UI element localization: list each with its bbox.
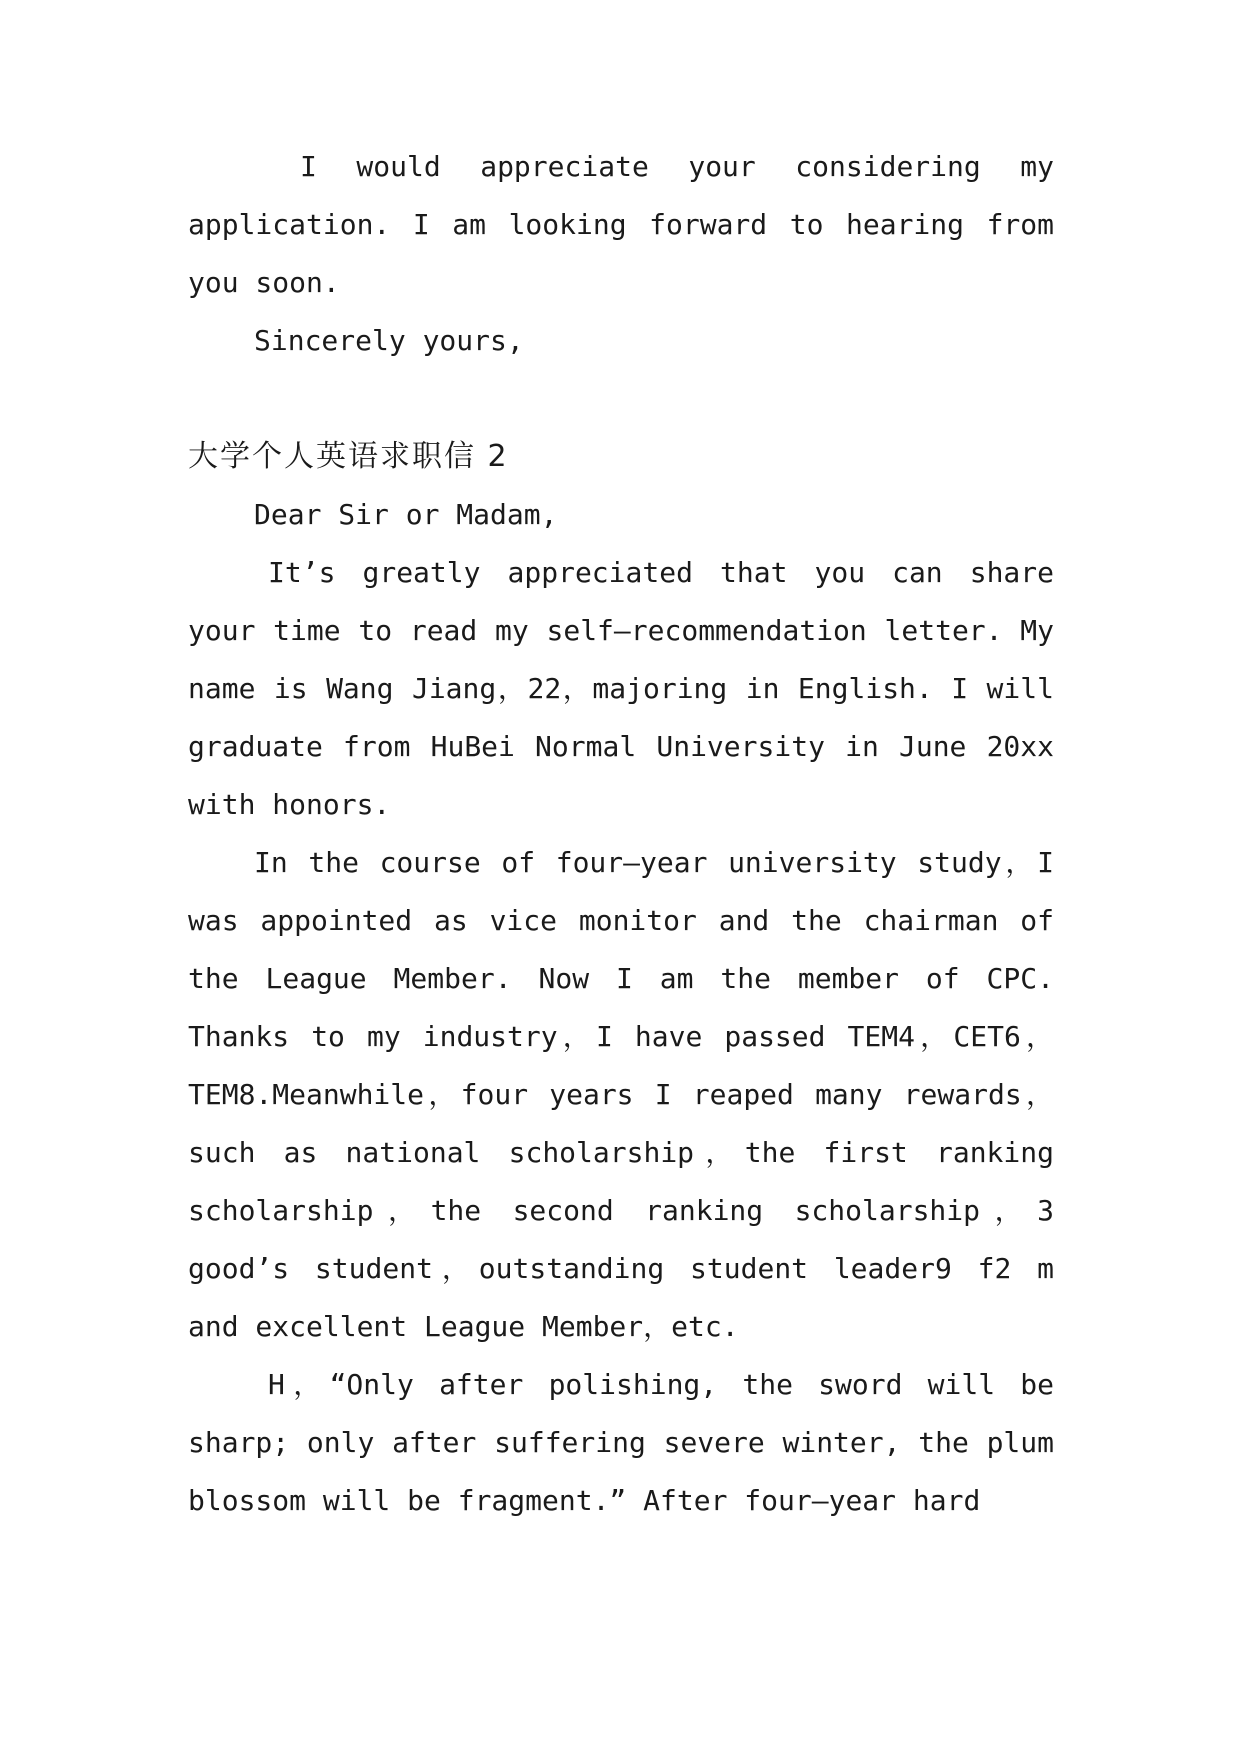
- paragraph-1: It’s greatly appreciated that you can share your time to read my self—recommendation letter. My name is Wang Jiang，22，majoring in English. I will graduate from HuBei Normal University in June 20xx with honors.: [188, 556, 1054, 821]
- letter-body: [188, 138, 1054, 1530]
- salutation: Dear Sir or Madam,: [254, 498, 558, 531]
- paragraph-2: In the course of four—year university study，I was appointed as vice monitor and the chairman of the League Member. Now I am the member of CPC. Thanks to my industry，I have passed TEM4，CET6，TEM8.Meanwhile，four years I reaped many rewards，such as national scholarship，the first ranking scholarship，the second ranking scholarship，3 good’s student，outstanding student leader9 f2 m and excellent League Member，etc.: [188, 846, 1054, 1343]
- paragraph-3: H，“Only after polishing, the sword will be sharp; only after suffering severe winter, the plum blossom will be fragment.” After four—year hard: [188, 1368, 1054, 1517]
- signoff: Sincerely yours,: [254, 324, 524, 357]
- section-heading: 大学个人英语求职信 2: [188, 439, 509, 474]
- closing-paragraph: I would appreciate your considering my application. I am looking forward to hearing from you soon.: [188, 150, 1054, 299]
- section-gap: [188, 370, 1054, 428]
